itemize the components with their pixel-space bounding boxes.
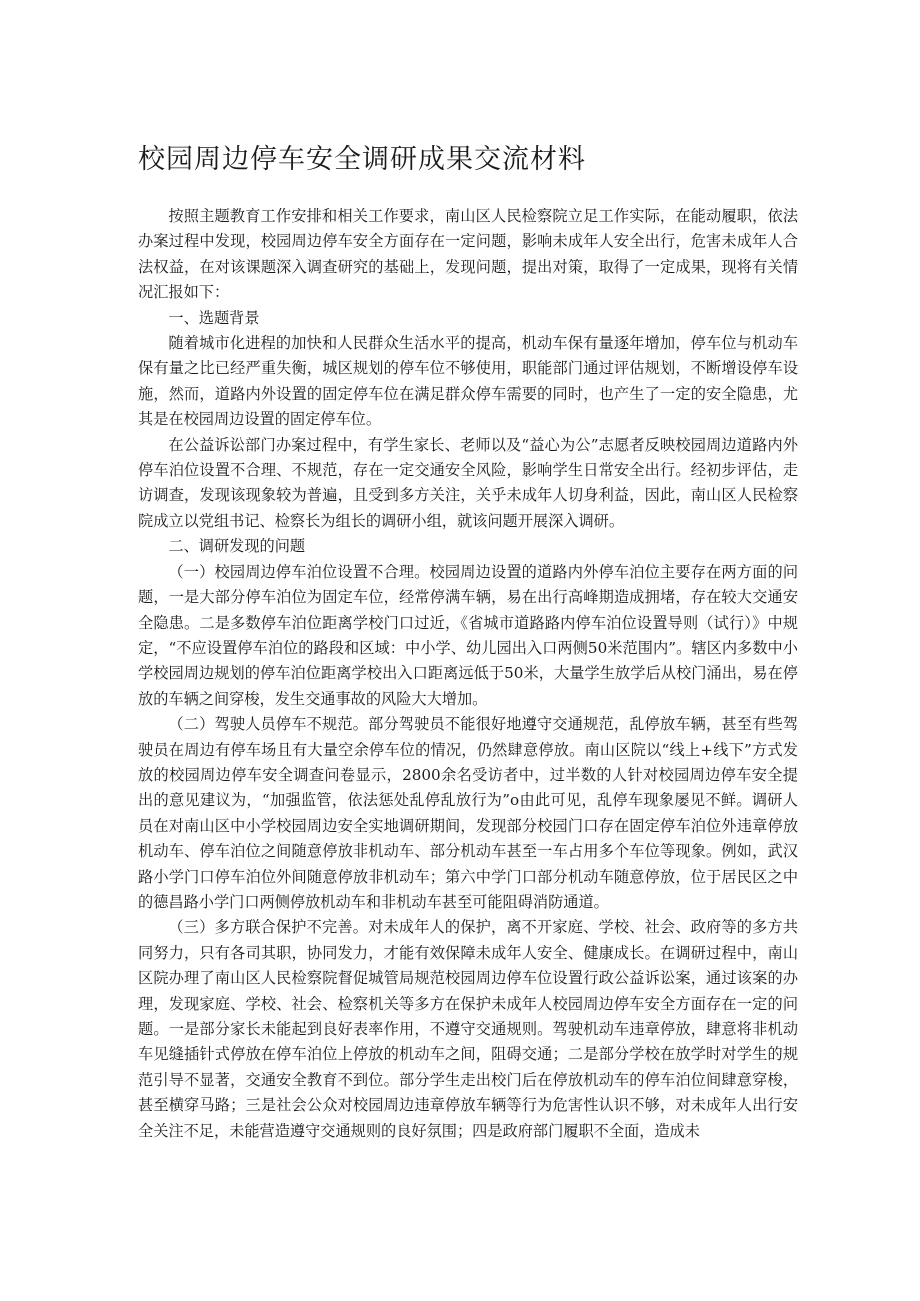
problem-paragraph-1: （一）校园周边停车泊位设置不合理。校园周边设置的道路内外停车泊位主要存在两方面的问题，一是大部分停车泊位为固定车位，经常停满车辆，易在出行高峰期造成拥堵，存在较大交通安全隐患。二是多数停车泊位距离学校门口过近，《省城市道路路内停车泊位设置导则（试行）》中规定，“不应设置停车泊位的路段和区域：中小学、幼儿园出入口两侧50米范围内”。辖区内多数中小学校园周边规划的停车泊位距离学校出入口距离远低于50米，大量学生放学后从校门涌出，易在停放的车辆之间穿梭，发生交通事故的风险大大增加。 <box>138 562 798 708</box>
background-paragraph-2: 在公益诉讼部门办案过程中，有学生家长、老师以及“益心为公”志愿者反映校园周边道路内外停车泊位设置不合理、不规范，存在一定交通安全风险，影响学生日常安全出行。经初步评估，走访调查，发现该现象较为普遍，且受到多方关注，关乎未成年人切身利益，因此，南山区人民检察院成立以党组书记、检察长为组长的调研小组，就该问题开展深入调研。 <box>138 435 798 530</box>
problem-paragraph-2: （二）驾驶人员停车不规范。部分驾驶员不能很好地遵守交通规范，乱停放车辆，甚至有些驾驶员在周边有停车场且有大量空余停车位的情况，仍然肆意停放。南山区院以“线上+线下”方式发放的校园周边停车安全调查问卷显示，2800余名受访者中，过半数的人针对校园周边停车安全提出的意见建议为，“加强监管，依法惩处乱停乱放行为”o由此可见，乱停车现象屡见不鲜。调研人员在对南山区中小学校园周边安全实地调研期间，发现部分校园门口存在固定停车泊位外违章停放机动车、停车泊位之间随意停放非机动车、部分机动车甚至一车占用多个车位等现象。例如，武汉路小学门口停车泊位外间随意停放非机动车；第六中学门口部分机动车随意停放，位于居民区之中的德昌路小学门口两侧停放机动车和非机动车甚至可能阻碍消防通道。 <box>138 715 798 911</box>
section-heading-background: 一、选题背景 <box>168 308 260 327</box>
document-page <box>138 138 798 1144</box>
intro-paragraph: 按照主题教育工作安排和相关工作要求，南山区人民检察院立足工作实际，在能动履职，依法办案过程中发现，校园周边停车安全方面存在一定问题，影响未成年人安全出行，危害未成年人合法权益，在对该课题深入调查研究的基础上，发现问题，提出对策，取得了一定成果，现将有关情况汇报如下： <box>138 207 798 302</box>
background-paragraph-1: 随着城市化进程的加快和人民群众生活水平的提高，机动车保有量逐年增加，停车位与机动车保有量之比已经严重失衡，城区规划的停车位不够使用，职能部门通过评估规划，不断增设停车设施，然而，道路内外设置的固定停车位在满足群众停车需要的同时，也产生了一定的安全隐患，尤其是在校园周边设置的固定停车位。 <box>138 334 798 429</box>
section-heading-problems: 二、调研发现的问题 <box>168 537 306 556</box>
problem-paragraph-3: （三）多方联合保护不完善。对未成年人的保护，离不开家庭、学校、社会、政府等的多方共同努力，只有各司其职，协同发力，才能有效保障未成年人安全、健康成长。在调研过程中，南山区院办理了南山区人民检察院督促城管局规范校园周边停车位设置行政公益诉讼案，通过该案的办理，发现家庭、学校、社会、检察机关等多方在保护未成年人校园周边停车安全方面存在一定的问题。一是部分家长未能起到良好表率作用，不遵守交通规则。驾驶机动车违章停放，肆意将非机动车见缝插针式停放在停车泊位上停放的机动车之间，阻碍交通；二是部分学校在放学时对学生的规范引导不显著，交通安全教育不到位。部分学生走出校门后在停放机动车的停车泊位间肆意穿梭，甚至横穿马路；三是社会公众对校园周边违章停放车辆等行为危害性认识不够，对未成年人出行安全关注不足，未能营造遵守交通规则的良好氛围；四是政府部门履职不全面，造成未 <box>138 918 798 1140</box>
document-title: 校园周边停车安全调研成果交流材料 <box>138 144 586 175</box>
